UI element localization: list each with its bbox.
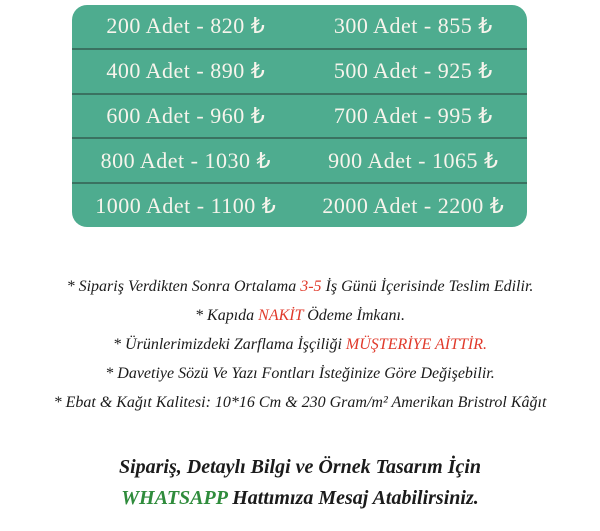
footer-section <box>0 452 600 514</box>
note-highlight: 3-5 <box>300 278 322 295</box>
note-text: * Ebat & Kağıt Kalitesi: 10*16 Cm & 230 Gram/m² Amerikan Bristrol Kâğıt <box>53 394 547 411</box>
price-cell: 400 Adet - 890 ₺ <box>106 58 266 84</box>
price-cell: 500 Adet - 925 ₺ <box>333 58 493 84</box>
footer-text: Hattımıza Mesaj Atabilirsiniz. <box>227 487 479 509</box>
price-table-row <box>72 137 527 182</box>
note-text: * Kapıda <box>195 307 259 324</box>
note-customizable-fonts <box>0 359 600 388</box>
price-table-row <box>72 48 527 93</box>
price-cell: 2000 Adet - 2200 ₺ <box>322 192 505 218</box>
note-text: * Davetiye Sözü Ve Yazı Fontları İsteğinize Göre Değişebilir. <box>105 365 495 382</box>
note-highlight: MÜŞTERİYE AİTTİR. <box>345 336 487 353</box>
price-table <box>72 5 527 227</box>
price-table-row <box>72 182 527 227</box>
price-table-row <box>72 93 527 138</box>
price-table-row <box>72 5 527 48</box>
note-text: Ödeme İmkanı. <box>303 307 405 324</box>
notes-section <box>0 272 600 417</box>
footer-line1: Sipariş, Detaylı Bilgi ve Örnek Tasarım İçin <box>118 456 482 478</box>
price-cell: 1000 Adet - 1100 ₺ <box>95 192 277 218</box>
footer-line2 <box>0 483 600 514</box>
price-cell: 900 Adet - 1065 ₺ <box>328 147 499 173</box>
price-cell: 800 Adet - 1030 ₺ <box>100 147 271 173</box>
note-text: İş Günü İçerisinde Teslim Edilir. <box>321 278 534 295</box>
price-cell: 300 Adet - 855 ₺ <box>333 13 493 39</box>
note-text: * Sipariş Verdikten Sonra Ortalama <box>66 278 301 295</box>
price-cell: 700 Adet - 995 ₺ <box>333 102 493 128</box>
note-delivery-time <box>0 272 600 301</box>
price-cell: 600 Adet - 960 ₺ <box>106 102 266 128</box>
price-cell: 200 Adet - 820 ₺ <box>106 13 266 39</box>
note-cash-payment <box>0 301 600 330</box>
note-text: * Ürünlerimizdeki Zarflama İşçiliği <box>113 336 346 353</box>
note-highlight: NAKİT <box>258 307 304 324</box>
whatsapp-highlight: WHATSAPP <box>121 487 228 509</box>
note-envelope-labor <box>0 330 600 359</box>
note-paper-quality <box>0 388 600 417</box>
